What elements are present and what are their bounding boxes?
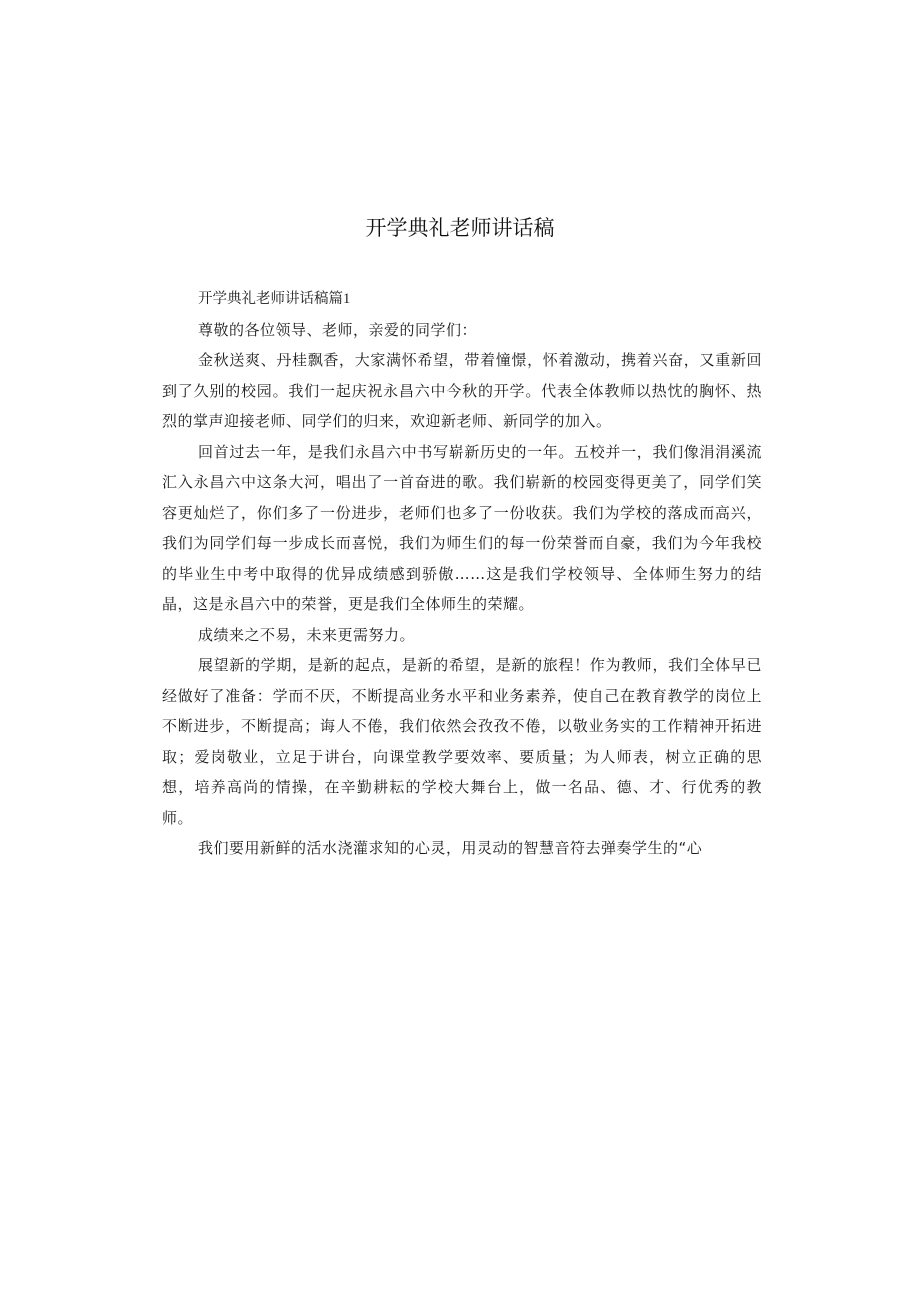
paragraph-greeting: 尊敬的各位领导、老师，亲爱的同学们： xyxy=(198,320,478,339)
paragraph: 展望新的学期，是新的起点，是新的希望，是新的旅程！作为教师，我们全体早已经做好了准备：学而不厌，不断提高业务水平和业务素养，使自己在教育教学的岗位上不断进步，不断提高；诲人不倦，我们依然会孜孜不倦，以敬业务实的工作精神开拓进取；爱岗敬业，立足于讲台，向课堂教学要效率、要质量；为人师表，树立正确的思想，培养高尚的情操，在辛勤耕耘的学校大舞台上，做一名品、德、才、行优秀的教师。 xyxy=(162,656,762,827)
paragraph: 我们要用新鲜的活水浇灌求知的心灵，用灵动的智慧音符去弹奏学生的“心 xyxy=(198,839,703,857)
document-title: 开学典礼老师讲话稿 xyxy=(365,216,555,240)
document-body xyxy=(162,284,762,864)
section-heading xyxy=(162,284,762,315)
section-number: 1 xyxy=(343,291,351,307)
paragraph: 回首过去一年，是我们永昌六中书写崭新历史的一年。五校并一，我们像涓涓溪流汇入永昌六中这条大河，唱出了一首奋进的歌。我们崭新的校园变得更美了，同学们笑容更灿烂了，你们多了一份进步，老师们也多了一份收获。我们为学校的落成而高兴，我们为同学们每一步成长而喜悦，我们为师生们的每一份荣誉而自豪，我们为今年我校的毕业生中考中取得的优异成绩感到骄傲……这是我们学校领导、全体师生努力的结晶，这是永昌六中的荣誉，更是我们全体师生的荣耀。 xyxy=(162,442,762,613)
section-heading-text: 开学典礼老师讲话稿篇 xyxy=(198,291,343,307)
paragraph: 成绩来之不易，未来更需努力。 xyxy=(198,625,416,644)
paragraph: 金秋送爽、丹桂飘香，大家满怀希望，带着憧憬，怀着激动，携着兴奋，又重新回到了久别的校园。我们一起庆祝永昌六中今秋的开学。代表全体教师以热忱的胸怀、热烈的掌声迎接老师、同学们的归来，欢迎新老师、新同学的加入。 xyxy=(162,351,762,430)
